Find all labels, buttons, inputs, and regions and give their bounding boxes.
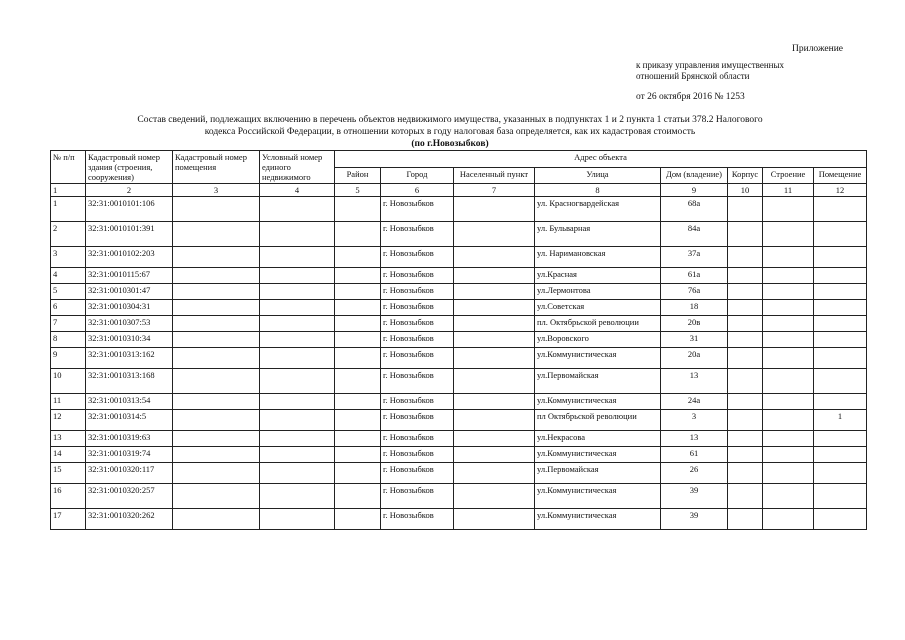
street-cell: ул.Коммунистическая [535, 509, 661, 530]
street-cell: ул.Коммунистическая [535, 394, 661, 410]
korpus-cell [728, 300, 763, 316]
building-cell [763, 332, 814, 348]
table-row [51, 197, 867, 222]
conditional-number [260, 484, 335, 509]
cadastral-number: 32:31:0010101:391 [86, 222, 173, 247]
title-line-1: Состав сведений, подлежащих включению в перечень объектов недвижимого имущества, указанных в подпунктах 1 и 2 пункта 1 статьи 378.2 Налогового [137, 115, 763, 125]
column-number-row [51, 184, 867, 197]
room-cell [814, 369, 867, 394]
korpus-cell [728, 509, 763, 530]
table-row [51, 316, 867, 332]
room-cadastral [173, 197, 260, 222]
city-cell: г. Новозыбков [381, 247, 454, 268]
korpus-cell [728, 484, 763, 509]
cadastral-number: 32:31:0010319:63 [86, 431, 173, 447]
korpus-cell [728, 316, 763, 332]
conditional-number [260, 348, 335, 369]
col-num: № п/п [51, 151, 86, 184]
col-cad-building: Кадастровый номер здания (строения, сооружения) [86, 151, 173, 184]
building-cell [763, 484, 814, 509]
cadastral-number: 32:31:0010313:168 [86, 369, 173, 394]
conditional-number [260, 447, 335, 463]
settlement-cell [454, 222, 535, 247]
settlement-cell [454, 463, 535, 484]
room-cadastral [173, 410, 260, 431]
room-cell [814, 348, 867, 369]
district-cell [335, 369, 381, 394]
conditional-number [260, 332, 335, 348]
col-number: 12 [814, 184, 867, 197]
district-cell [335, 447, 381, 463]
house-cell: 37а [661, 247, 728, 268]
conditional-number [260, 369, 335, 394]
building-cell [763, 316, 814, 332]
cadastral-number: 32:31:0010101:106 [86, 197, 173, 222]
korpus-cell [728, 332, 763, 348]
row-number: 7 [51, 316, 86, 332]
cadastral-number: 32:31:0010319:74 [86, 447, 173, 463]
table-row [51, 410, 867, 431]
room-cadastral [173, 463, 260, 484]
row-number: 8 [51, 332, 86, 348]
city-cell: г. Новозыбков [381, 410, 454, 431]
district-cell [335, 284, 381, 300]
room-cell [814, 394, 867, 410]
table-row [51, 447, 867, 463]
room-cadastral [173, 431, 260, 447]
col-room: Помещение [814, 167, 867, 184]
room-cell [814, 284, 867, 300]
house-cell: 31 [661, 332, 728, 348]
district-cell [335, 509, 381, 530]
house-cell: 18 [661, 300, 728, 316]
district-cell [335, 197, 381, 222]
street-cell: ул.Советская [535, 300, 661, 316]
room-cadastral [173, 348, 260, 369]
building-cell [763, 197, 814, 222]
col-number: 10 [728, 184, 763, 197]
house-cell: 26 [661, 463, 728, 484]
room-cell [814, 222, 867, 247]
col-settlement: Населенный пункт [454, 167, 535, 184]
street-cell: ул.Лермонтова [535, 284, 661, 300]
order-line-2: отношений Брянской области [636, 71, 750, 81]
col-number: 2 [86, 184, 173, 197]
row-number: 4 [51, 268, 86, 284]
building-cell [763, 247, 814, 268]
conditional-number [260, 268, 335, 284]
house-cell: 84а [661, 222, 728, 247]
room-cadastral [173, 509, 260, 530]
city-cell: г. Новозыбков [381, 484, 454, 509]
settlement-cell [454, 300, 535, 316]
cadastral-number: 32:31:0010313:162 [86, 348, 173, 369]
col-city: Город [381, 167, 454, 184]
street-cell: пл. Октябрьской революции [535, 316, 661, 332]
settlement-cell [454, 332, 535, 348]
conditional-number [260, 247, 335, 268]
col-korpus: Корпус [728, 167, 763, 184]
house-cell: 61а [661, 268, 728, 284]
cadastral-number: 32:31:0010304:31 [86, 300, 173, 316]
table-row [51, 247, 867, 268]
city-cell: г. Новозыбков [381, 463, 454, 484]
korpus-cell [728, 463, 763, 484]
cadastral-number: 32:31:0010310:34 [86, 332, 173, 348]
korpus-cell [728, 447, 763, 463]
district-cell [335, 332, 381, 348]
table-row [51, 463, 867, 484]
building-cell [763, 369, 814, 394]
cadastral-number: 32:31:0010320:257 [86, 484, 173, 509]
settlement-cell [454, 509, 535, 530]
row-number: 1 [51, 197, 86, 222]
room-cadastral [173, 247, 260, 268]
room-cell [814, 268, 867, 284]
col-building: Строение [763, 167, 814, 184]
house-cell: 13 [661, 369, 728, 394]
settlement-cell [454, 410, 535, 431]
room-cell [814, 316, 867, 332]
row-number: 11 [51, 394, 86, 410]
room-cell [814, 463, 867, 484]
building-cell [763, 300, 814, 316]
settlement-cell [454, 431, 535, 447]
row-number: 5 [51, 284, 86, 300]
city-cell: г. Новозыбков [381, 431, 454, 447]
house-cell: 3 [661, 410, 728, 431]
row-number: 14 [51, 447, 86, 463]
col-number: 4 [260, 184, 335, 197]
cadastral-number: 32:31:0010102:203 [86, 247, 173, 268]
house-cell: 20а [661, 348, 728, 369]
col-number: 11 [763, 184, 814, 197]
order-line-1: к приказу управления имущественных [636, 60, 785, 70]
row-number: 2 [51, 222, 86, 247]
house-cell: 13 [661, 431, 728, 447]
city-cell: г. Новозыбков [381, 369, 454, 394]
room-cadastral [173, 222, 260, 247]
row-number: 13 [51, 431, 86, 447]
street-cell: ул. Бульварная [535, 222, 661, 247]
row-number: 3 [51, 247, 86, 268]
cadastral-number: 32:31:0010301:47 [86, 284, 173, 300]
city-cell: г. Новозыбков [381, 222, 454, 247]
district-cell [335, 222, 381, 247]
city-cell: г. Новозыбков [381, 332, 454, 348]
street-cell: ул.Первомайская [535, 463, 661, 484]
row-number: 12 [51, 410, 86, 431]
cadastral-number: 32:31:0010320:117 [86, 463, 173, 484]
col-cond-num: Условный номер единого недвижимого [260, 151, 335, 184]
house-cell: 68а [661, 197, 728, 222]
district-cell [335, 268, 381, 284]
header-row [51, 151, 867, 168]
order-date: от 26 октября 2016 № 1253 [636, 92, 745, 102]
room-cell [814, 509, 867, 530]
settlement-cell [454, 484, 535, 509]
table-row [51, 369, 867, 394]
district-cell [335, 410, 381, 431]
title-line-2: кодекса Российской Федерации, в отношении которых в году налоговая база определяется, как их кадастровая стоимость [204, 127, 696, 137]
room-cadastral [173, 268, 260, 284]
house-cell: 39 [661, 509, 728, 530]
row-number: 9 [51, 348, 86, 369]
row-number: 16 [51, 484, 86, 509]
col-number: 8 [535, 184, 661, 197]
room-cadastral [173, 369, 260, 394]
building-cell [763, 410, 814, 431]
col-number: 7 [454, 184, 535, 197]
district-cell [335, 316, 381, 332]
room-cell [814, 197, 867, 222]
building-cell [763, 463, 814, 484]
building-cell [763, 348, 814, 369]
house-cell: 24а [661, 394, 728, 410]
district-cell [335, 394, 381, 410]
district-cell [335, 348, 381, 369]
korpus-cell [728, 348, 763, 369]
settlement-cell [454, 369, 535, 394]
korpus-cell [728, 394, 763, 410]
korpus-cell [728, 410, 763, 431]
house-cell: 76а [661, 284, 728, 300]
row-number: 10 [51, 369, 86, 394]
col-number: 6 [381, 184, 454, 197]
room-cell [814, 332, 867, 348]
korpus-cell [728, 222, 763, 247]
col-district: Район [335, 167, 381, 184]
cadastral-number: 32:31:0010320:262 [86, 509, 173, 530]
col-address: Адрес объекта [335, 151, 867, 168]
building-cell [763, 431, 814, 447]
city-cell: г. Новозыбков [381, 300, 454, 316]
table-row [51, 332, 867, 348]
settlement-cell [454, 268, 535, 284]
street-cell: ул.Первомайская [535, 369, 661, 394]
district-cell [335, 431, 381, 447]
order-reference [636, 60, 784, 82]
row-number: 6 [51, 300, 86, 316]
table-row [51, 431, 867, 447]
korpus-cell [728, 431, 763, 447]
street-cell: ул.Коммунистическая [535, 484, 661, 509]
korpus-cell [728, 268, 763, 284]
col-number: 1 [51, 184, 86, 197]
room-cadastral [173, 332, 260, 348]
appendix-label: Приложение [792, 44, 843, 54]
conditional-number [260, 300, 335, 316]
street-cell: ул.Коммунистическая [535, 447, 661, 463]
street-cell: ул. Наримановская [535, 247, 661, 268]
district-cell [335, 247, 381, 268]
room-cadastral [173, 284, 260, 300]
conditional-number [260, 222, 335, 247]
col-number: 9 [661, 184, 728, 197]
settlement-cell [454, 316, 535, 332]
building-cell [763, 222, 814, 247]
city-cell: г. Новозыбков [381, 197, 454, 222]
col-cad-room: Кадастровый номер помещения [173, 151, 260, 184]
col-number: 5 [335, 184, 381, 197]
street-cell: ул.Коммунистическая [535, 348, 661, 369]
city-cell: г. Новозыбков [381, 509, 454, 530]
city-cell: г. Новозыбков [381, 447, 454, 463]
cadastral-number: 32:31:0010115:67 [86, 268, 173, 284]
city-cell: г. Новозыбков [381, 284, 454, 300]
street-cell: ул.Некрасова [535, 431, 661, 447]
room-cell [814, 447, 867, 463]
row-number: 17 [51, 509, 86, 530]
table-row [51, 222, 867, 247]
room-cadastral [173, 447, 260, 463]
room-cell [814, 431, 867, 447]
table-row [51, 484, 867, 509]
document-subtitle: (по г.Новозыбков) [411, 139, 489, 149]
room-cadastral [173, 484, 260, 509]
building-cell [763, 447, 814, 463]
korpus-cell [728, 247, 763, 268]
house-cell: 20в [661, 316, 728, 332]
cadastral-number: 32:31:0010313:54 [86, 394, 173, 410]
building-cell [763, 284, 814, 300]
conditional-number [260, 284, 335, 300]
street-cell: ул. Красногвардейская [535, 197, 661, 222]
table-row [51, 348, 867, 369]
col-number: 3 [173, 184, 260, 197]
city-cell: г. Новозыбков [381, 268, 454, 284]
district-cell [335, 463, 381, 484]
conditional-number [260, 463, 335, 484]
city-cell: г. Новозыбков [381, 394, 454, 410]
conditional-number [260, 394, 335, 410]
building-cell [763, 509, 814, 530]
settlement-cell [454, 447, 535, 463]
street-cell: ул.Воровского [535, 332, 661, 348]
col-street: Улица [535, 167, 661, 184]
cadastral-number: 32:31:0010307:53 [86, 316, 173, 332]
room-cell: 1 [814, 410, 867, 431]
street-cell: пл Октябрьской революции [535, 410, 661, 431]
city-cell: г. Новозыбков [381, 348, 454, 369]
settlement-cell [454, 348, 535, 369]
table-row [51, 509, 867, 530]
document-title [40, 114, 860, 138]
conditional-number [260, 509, 335, 530]
building-cell [763, 268, 814, 284]
settlement-cell [454, 247, 535, 268]
conditional-number [260, 197, 335, 222]
settlement-cell [454, 394, 535, 410]
col-house: Дом (владение) [661, 167, 728, 184]
room-cadastral [173, 394, 260, 410]
room-cell [814, 484, 867, 509]
room-cell [814, 247, 867, 268]
table-row [51, 394, 867, 410]
cadastral-number: 32:31:0010314:5 [86, 410, 173, 431]
korpus-cell [728, 369, 763, 394]
house-cell: 61 [661, 447, 728, 463]
district-cell [335, 484, 381, 509]
property-table [50, 150, 867, 530]
room-cell [814, 300, 867, 316]
building-cell [763, 394, 814, 410]
settlement-cell [454, 284, 535, 300]
city-cell: г. Новозыбков [381, 316, 454, 332]
settlement-cell [454, 197, 535, 222]
korpus-cell [728, 197, 763, 222]
row-number: 15 [51, 463, 86, 484]
table-row [51, 300, 867, 316]
house-cell: 39 [661, 484, 728, 509]
conditional-number [260, 316, 335, 332]
conditional-number [260, 431, 335, 447]
room-cadastral [173, 316, 260, 332]
table-row [51, 268, 867, 284]
table-row [51, 284, 867, 300]
korpus-cell [728, 284, 763, 300]
conditional-number [260, 410, 335, 431]
district-cell [335, 300, 381, 316]
room-cadastral [173, 300, 260, 316]
street-cell: ул.Красная [535, 268, 661, 284]
